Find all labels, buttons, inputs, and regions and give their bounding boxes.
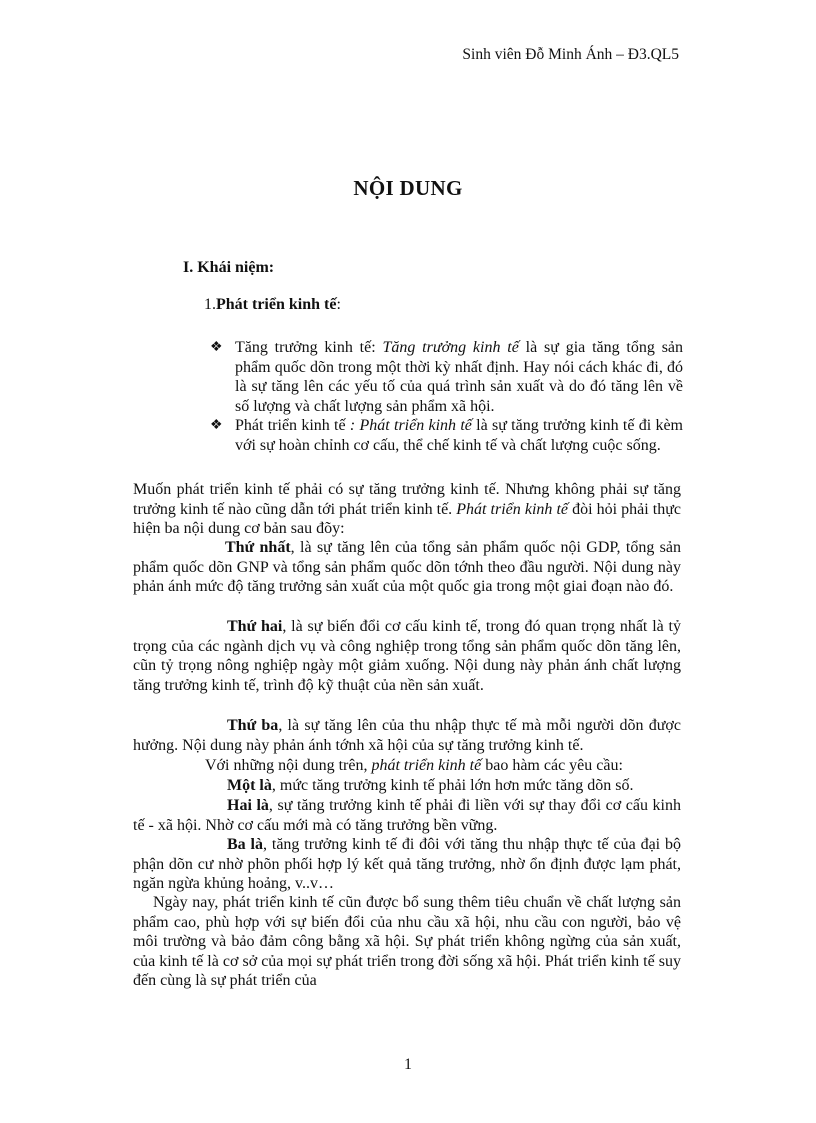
requirement-two [133, 796, 681, 835]
two-label: Hai là [227, 797, 269, 814]
third-paragraph [133, 716, 681, 755]
bullet-item [210, 416, 683, 455]
intro-term: Phát triển kinh tế [456, 500, 569, 518]
two-text: , sự tăng trưởng kinh tế phải đi liền với sự thay đổi cơ cấu kinh tế - xã hội. Nhờ cơ cấu mới mà có tăng trưởng bền vững. [133, 797, 681, 834]
final-paragraph: Ngày nay, phát triển kinh tế cũn được bổ sung thêm tiêu chuẩn về chất lượng sản phẩm cao, phù hợp với sự biến đổi của nhu cầu xã hội, nhu cầu con người, bảo vệ môi trường và bảo đảm công bằng xã hội. Sự phát triển không ngừng của sản xuất, của kinh tế là cơ sở của mọi sự phát triển trong đời sống xã hội. Phát triển kinh tế suy đến cùng là sự phát triển của [133, 894, 681, 990]
req-text: Với những nội dung trên, [205, 757, 372, 774]
section-heading: I. Khái niệm: [183, 259, 275, 276]
first-label: Thứ nhất [225, 539, 291, 556]
second-text: , là sự biến đổi cơ cấu kinh tế, trong đó quan trọng nhất là tỷ trọng của các ngành dịch vụ và công nghiệp trong tổng sản phẩm quốc dõn tăng lên, cũn tỷ trọng nông nghiệp ngày một giảm xuống. Nội dung này phản ánh chất lượng tăng trưởng kinh tế, trình độ kỹ thuật của nền sản xuất. [133, 618, 682, 694]
requirements-paragraph [133, 756, 681, 776]
bullet-lead: Phát triển kinh tế [235, 417, 350, 434]
third-text: , là sự tăng lên của thu nhập thực tế mà mỗi người dõn được hưởng. Nội dung này phản ánh tớnh xã hội của sự tăng trưởng kinh tế. [133, 717, 681, 754]
subsection-heading [204, 296, 341, 314]
second-paragraph [133, 617, 681, 695]
page-title: NỘI DUNG [353, 176, 463, 200]
author-header: Sinh viên Đỗ Minh Ánh – Đ3.QL5 [462, 46, 679, 63]
requirement-one [133, 776, 681, 796]
bullet-term: : Phát triển kinh tế [349, 417, 472, 434]
one-label: Một là [227, 777, 272, 794]
intro-tail: đòi hỏi phải thực hiện ba nội dung cơ bản sau đõy: [133, 500, 681, 538]
subsection-suffix: : [336, 296, 341, 313]
intro-text: Muốn phát triển kinh tế phải có sự tăng trưởng kinh tế. Nhưng không phải sự tăng trưởng kinh tế nào cũng dẫn tới phát triển kinh tế. [133, 481, 681, 518]
one-text: , mức tăng trưởng kinh tế phải lớn hơn mức tăng dõn số. [271, 777, 634, 794]
subsection-label: Phát triển kinh tế [216, 296, 337, 313]
third-label: Thứ ba [227, 717, 279, 734]
req-tail: bao hàm các yêu cầu: [481, 757, 623, 774]
bullet-item [210, 338, 683, 416]
three-label: Ba là [227, 836, 263, 853]
req-term: phát triển kinh tế [371, 757, 482, 774]
bullet-lead: Tăng trưởng kinh tế: [235, 339, 383, 356]
bullet-text: là sự gia tăng tổng sản phẩm quốc dõn trong một thời kỳ nhất định. Hay nói cách khác đi, đó là sự tăng lên các yếu tố của quá trình sản xuất và do đó tăng lên về số lượng và chất lượng sản phẩm xã hội. [235, 339, 684, 415]
intro-paragraph [133, 480, 681, 539]
second-label: Thứ hai [227, 618, 283, 635]
three-text: , tăng trưởng kinh tế đi đôi với tăng thu nhập thực tế của đại bộ phận dõn cư nhờ phõn phối hợp lý kết quả tăng trưởng, nhờ ổn định được lạm phát, ngăn ngừa khủng hoảng, v..v… [133, 836, 681, 893]
bullet-term: Tăng trưởng kinh tế [382, 339, 519, 356]
four-diamond-bullet-icon: ❖ [210, 418, 223, 433]
first-paragraph [133, 538, 681, 597]
bullet-text: là sự tăng trưởng kinh tế đi kèm với sự hoàn chỉnh cơ cấu, thể chế kinh tế và chất lượng cuộc sống. [235, 417, 683, 454]
subsection-number: 1. [204, 296, 216, 313]
page-number: 1 [404, 1056, 412, 1073]
requirement-three [133, 835, 681, 894]
first-text: , là sự tăng lên của tổng sản phẩm quốc nội GDP, tổng sản phẩm quốc dõn GNP và tổng sản phẩm quốc dõn tớnh theo đầu người. Nội dung này phản ánh mức độ tăng trưởng sản xuất của một quốc gia trong một giai đoạn nào đó. [133, 539, 682, 596]
four-diamond-bullet-icon: ❖ [210, 340, 223, 355]
